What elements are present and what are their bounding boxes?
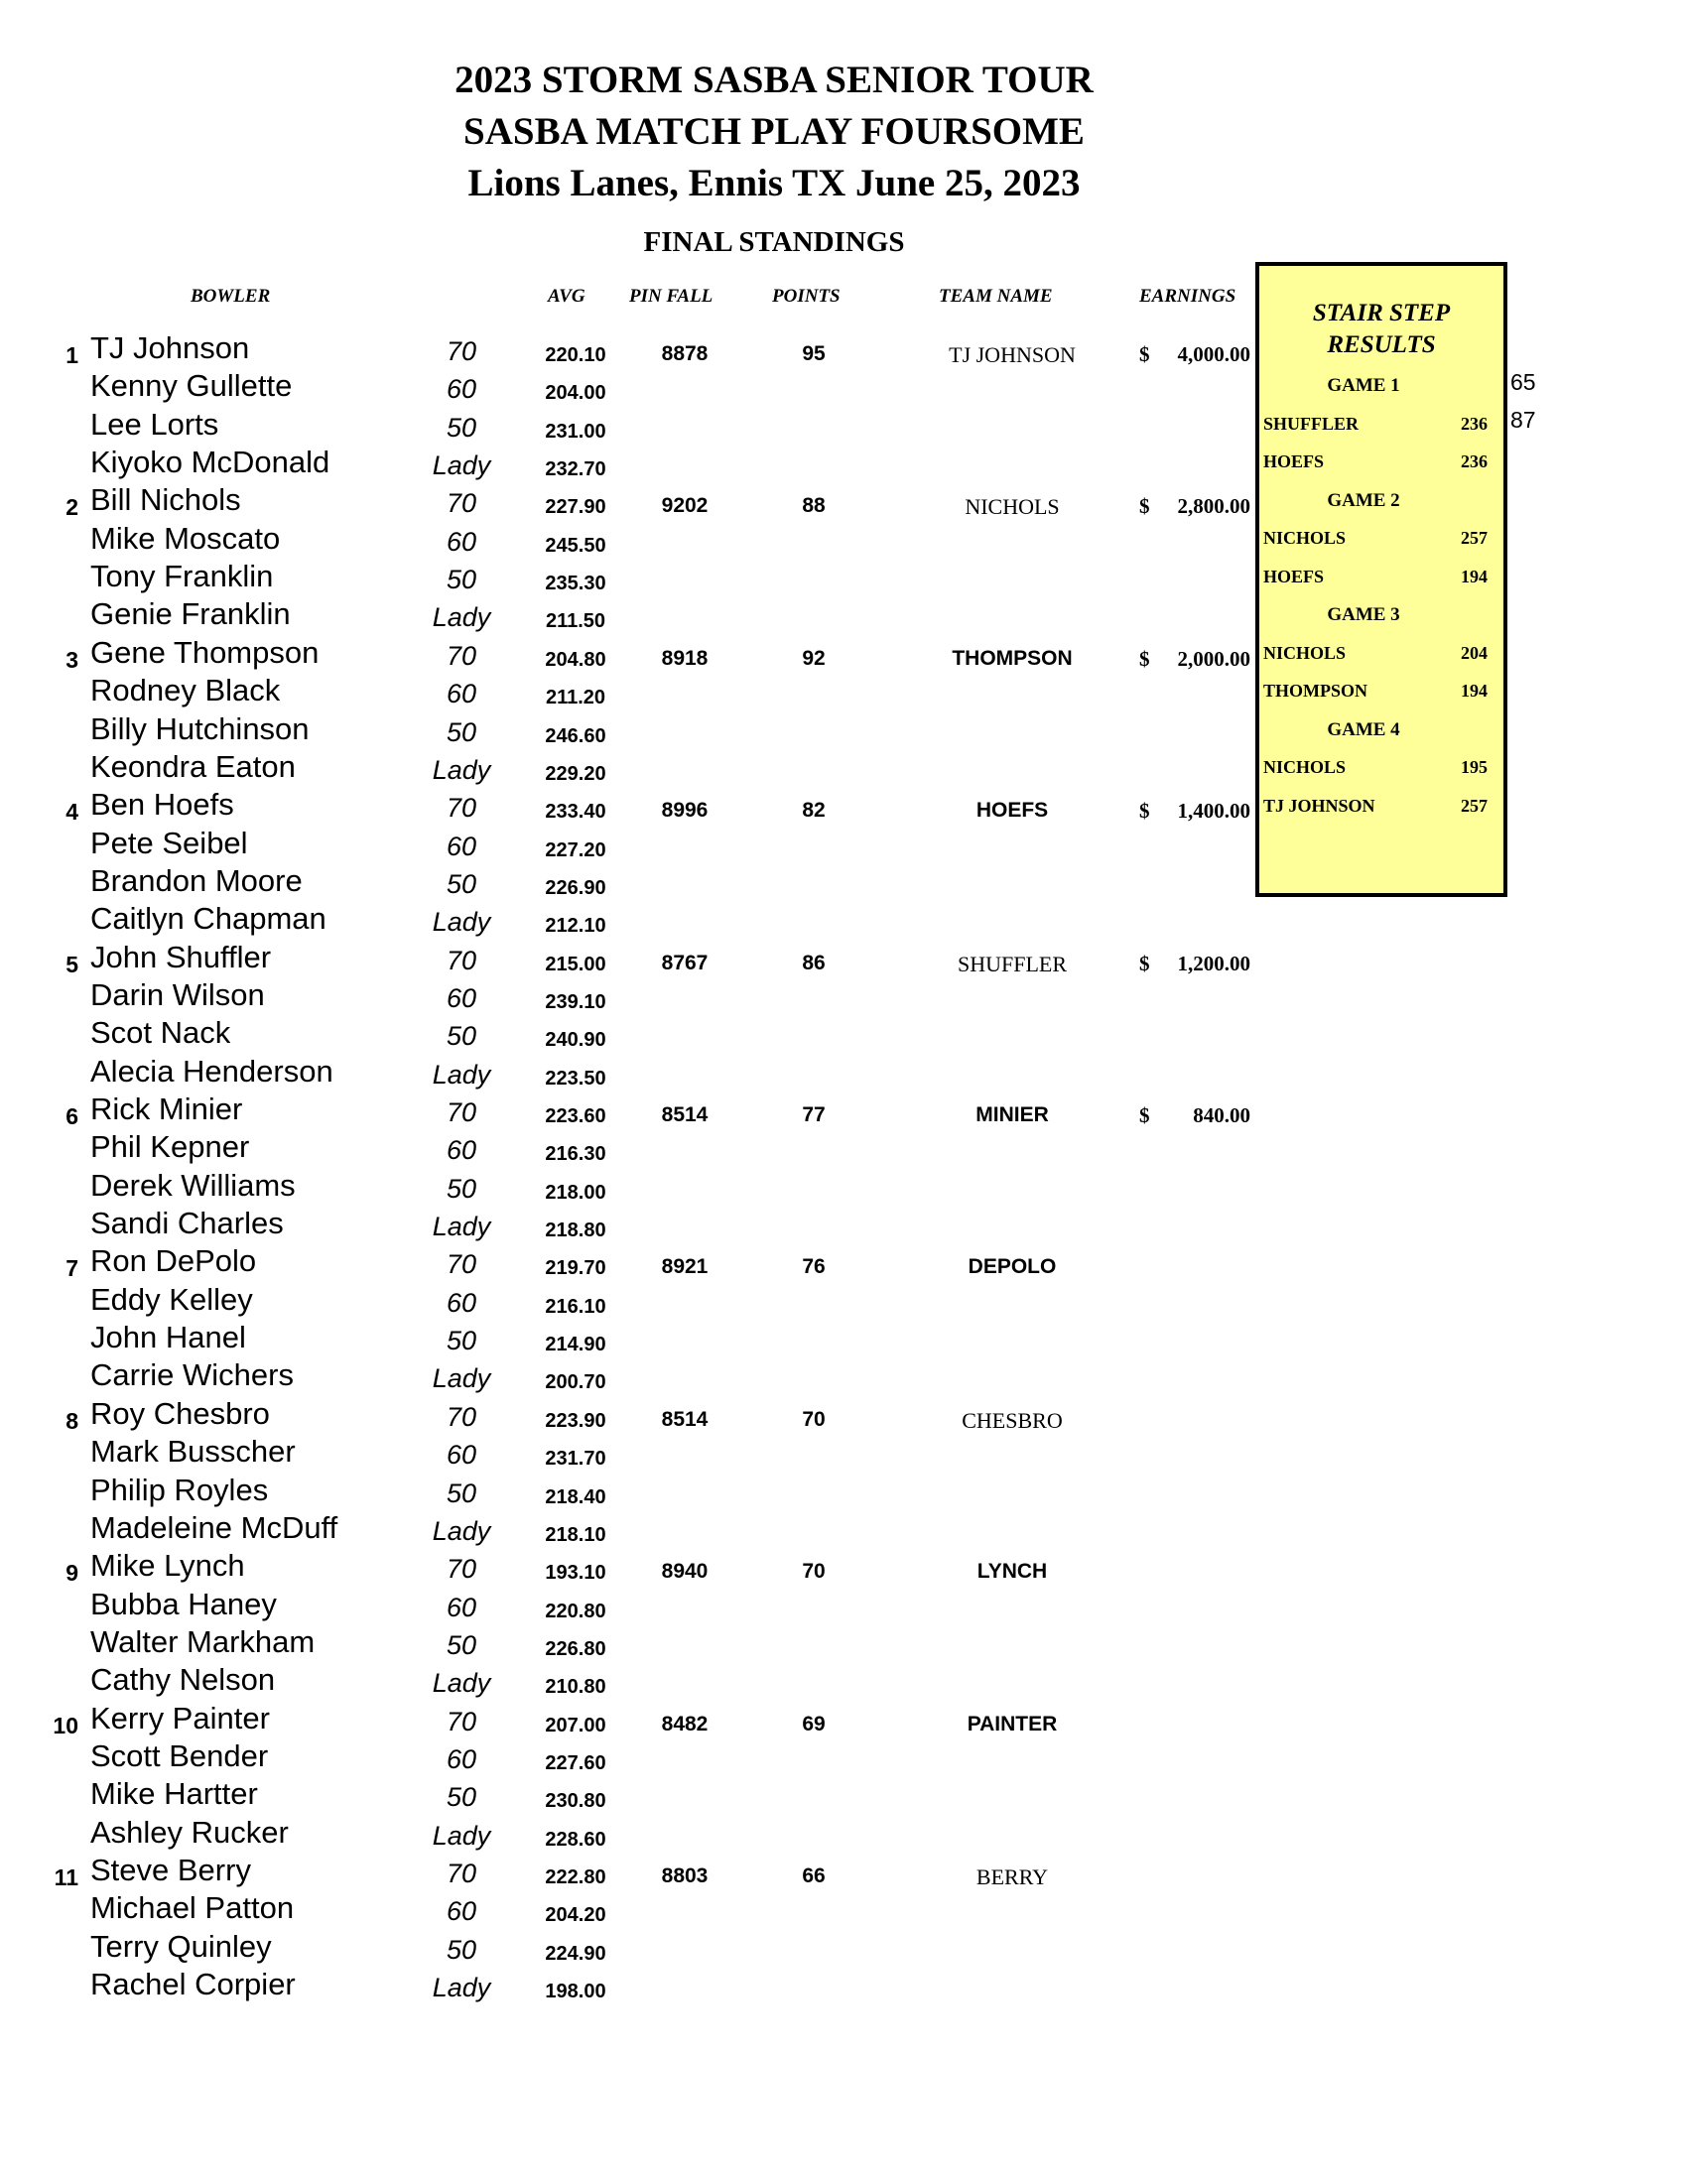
bowler-category: 60 bbox=[446, 527, 477, 557]
bowler-category: 50 bbox=[446, 869, 477, 899]
bowler-category: 50 bbox=[446, 717, 477, 747]
team-rank: 5 bbox=[65, 952, 78, 977]
pin-fall: 8514 bbox=[661, 1103, 709, 1126]
bowler-name: Michael Patton bbox=[90, 1890, 295, 1925]
bowler-avg: 223.50 bbox=[545, 1068, 606, 1090]
bowler-category: Lady bbox=[432, 1973, 491, 2002]
bowler-category: Lady bbox=[432, 755, 491, 785]
bowler-name: Darin Wilson bbox=[90, 977, 265, 1012]
bowler-category: 70 bbox=[446, 488, 477, 518]
bowler-category: 60 bbox=[446, 1896, 477, 1926]
bowler-name: Ron DePolo bbox=[90, 1243, 257, 1278]
team-name: PAINTER bbox=[967, 1713, 1058, 1735]
earnings-currency: $ bbox=[1139, 1103, 1150, 1127]
bowler-name: Philip Royles bbox=[90, 1473, 269, 1507]
bowler-category: 70 bbox=[446, 1707, 477, 1736]
bowler-name: Brandon Moore bbox=[90, 863, 303, 898]
bowler-name: Keondra Eaton bbox=[90, 749, 296, 784]
bowler-avg: 200.70 bbox=[545, 1371, 606, 1393]
bowler-avg: 207.00 bbox=[545, 1715, 606, 1736]
stair-step-team: NICHOLS bbox=[1263, 757, 1347, 777]
earnings bbox=[1139, 952, 1250, 976]
bowler-avg: 231.00 bbox=[545, 421, 606, 443]
bowler-name: TJ Johnson bbox=[90, 330, 250, 365]
stair-step-score: 257 bbox=[1461, 528, 1488, 548]
team-name: NICHOLS bbox=[965, 494, 1060, 519]
bowler-category: 50 bbox=[446, 1935, 477, 1965]
bowler-avg: 227.20 bbox=[545, 839, 606, 861]
stair-step-score: 257 bbox=[1461, 796, 1488, 816]
stray-value: 65 bbox=[1510, 369, 1536, 395]
bowler-name: Ashley Rucker bbox=[90, 1815, 289, 1850]
pin-fall: 8940 bbox=[661, 1560, 709, 1583]
bowler-category: 60 bbox=[446, 1440, 477, 1470]
earnings bbox=[1139, 1103, 1250, 1128]
bowler-category: 70 bbox=[446, 1554, 477, 1584]
final-standings-heading: FINAL STANDINGS bbox=[643, 226, 905, 258]
points: 92 bbox=[802, 647, 826, 670]
bowler-name: Derek Williams bbox=[90, 1168, 296, 1203]
bowler-category: 60 bbox=[446, 1288, 477, 1318]
header-team-name: TEAM NAME bbox=[939, 286, 1053, 307]
stair-step-game-label: GAME 1 bbox=[1327, 375, 1400, 396]
bowler-avg: 204.00 bbox=[545, 382, 606, 404]
bowler-name: Rodney Black bbox=[90, 673, 281, 707]
bowler-avg: 231.70 bbox=[545, 1448, 606, 1470]
team-name: THOMPSON bbox=[952, 647, 1073, 670]
pin-fall: 8878 bbox=[661, 342, 709, 365]
bowler-avg: 230.80 bbox=[545, 1790, 606, 1812]
bowler-category: Lady bbox=[432, 602, 491, 632]
bowler-name: Roy Chesbro bbox=[90, 1396, 270, 1431]
bowler-name: Terry Quinley bbox=[90, 1929, 272, 1964]
header-avg: AVG bbox=[548, 286, 585, 307]
bowler-name: Genie Franklin bbox=[90, 596, 291, 631]
stray-value: 87 bbox=[1510, 407, 1536, 433]
bowler-avg: 218.10 bbox=[545, 1524, 606, 1546]
bowler-avg: 232.70 bbox=[545, 458, 606, 480]
bowler-category: 60 bbox=[446, 1593, 477, 1622]
pin-fall: 8482 bbox=[661, 1713, 709, 1735]
title-line-2: SASBA MATCH PLAY FOURSOME bbox=[463, 110, 1085, 153]
earnings-currency: $ bbox=[1139, 799, 1150, 823]
bowler-avg: 240.90 bbox=[545, 1029, 606, 1051]
bowler-category: 50 bbox=[446, 1478, 477, 1508]
bowler-name: Bill Nichols bbox=[90, 482, 241, 517]
stair-step-game-label: GAME 3 bbox=[1327, 604, 1400, 625]
bowler-name: Mark Busscher bbox=[90, 1434, 296, 1469]
bowler-name: Madeleine McDuff bbox=[90, 1510, 338, 1545]
bowler-category: Lady bbox=[432, 1516, 491, 1546]
earnings-amount: 840.00 bbox=[1193, 1103, 1250, 1127]
bowler-avg: 222.80 bbox=[545, 1866, 606, 1888]
bowler-name: Pete Seibel bbox=[90, 826, 248, 860]
points: 76 bbox=[802, 1255, 826, 1278]
bowler-avg: 220.10 bbox=[545, 344, 606, 366]
bowler-name: Kiyoko McDonald bbox=[90, 445, 330, 479]
stair-step-team: SHUFFLER bbox=[1263, 414, 1360, 434]
team-rank: 9 bbox=[65, 1560, 78, 1586]
bowler-category: 60 bbox=[446, 374, 477, 404]
bowler-avg: 220.80 bbox=[545, 1601, 606, 1622]
bowler-name: Caitlyn Chapman bbox=[90, 901, 326, 936]
points: 77 bbox=[802, 1103, 826, 1126]
bowler-name: Walter Markham bbox=[90, 1624, 316, 1659]
bowler-name: Lee Lorts bbox=[90, 407, 219, 442]
pin-fall: 8996 bbox=[661, 799, 709, 822]
bowler-category: Lady bbox=[432, 1212, 491, 1241]
bowler-name: Eddy Kelley bbox=[90, 1282, 253, 1317]
team-name: DEPOLO bbox=[968, 1255, 1057, 1278]
bowler-avg: 204.80 bbox=[545, 649, 606, 671]
pin-fall: 8767 bbox=[661, 952, 709, 974]
stair-step-score: 236 bbox=[1461, 451, 1488, 471]
points: 66 bbox=[802, 1864, 826, 1887]
team-name: LYNCH bbox=[976, 1560, 1048, 1583]
bowler-avg: 214.90 bbox=[545, 1334, 606, 1355]
bowler-avg: 224.90 bbox=[545, 1943, 606, 1965]
stair-step-team: HOEFS bbox=[1263, 451, 1325, 471]
stair-step-score: 195 bbox=[1461, 757, 1488, 777]
header-pin-fall: PIN FALL bbox=[629, 286, 714, 307]
bowler-avg: 223.90 bbox=[545, 1410, 606, 1432]
points: 70 bbox=[802, 1408, 826, 1431]
earnings-amount: 1,400.00 bbox=[1177, 799, 1250, 823]
earnings bbox=[1139, 799, 1250, 824]
bowler-name: John Hanel bbox=[90, 1320, 246, 1354]
bowler-category: 50 bbox=[446, 1630, 477, 1660]
stair-step-team: NICHOLS bbox=[1263, 528, 1347, 548]
pin-fall: 8803 bbox=[661, 1864, 709, 1887]
bowler-avg: 226.80 bbox=[545, 1638, 606, 1660]
bowler-avg: 218.00 bbox=[545, 1182, 606, 1204]
bowler-category: 50 bbox=[446, 1326, 477, 1355]
bowler-avg: 211.50 bbox=[545, 610, 606, 632]
bowler-name: Kenny Gullette bbox=[90, 368, 293, 403]
bowler-avg: 212.10 bbox=[545, 915, 606, 937]
bowler-avg: 228.60 bbox=[545, 1829, 606, 1851]
bowler-category: 70 bbox=[446, 1859, 477, 1888]
bowler-avg: 239.10 bbox=[545, 991, 606, 1013]
bowler-avg: 226.90 bbox=[545, 877, 606, 899]
team-rank: 7 bbox=[65, 1255, 78, 1281]
bowler-category: 60 bbox=[446, 1744, 477, 1774]
stair-step-team: HOEFS bbox=[1263, 567, 1325, 586]
points: 95 bbox=[802, 342, 826, 365]
team-rank: 3 bbox=[65, 647, 78, 673]
bowler-category: 50 bbox=[446, 413, 477, 443]
bowler-category: 70 bbox=[446, 1097, 477, 1127]
title-line-1: 2023 STORM SASBA SENIOR TOUR bbox=[454, 59, 1094, 101]
bowler-avg: 218.40 bbox=[545, 1486, 606, 1508]
earnings-amount: 2,000.00 bbox=[1177, 647, 1250, 671]
bowler-category: Lady bbox=[432, 1060, 491, 1090]
bowler-name: Carrie Wichers bbox=[90, 1357, 294, 1392]
bowler-name: Mike Moscato bbox=[90, 521, 281, 556]
bowler-category: 70 bbox=[446, 946, 477, 975]
bowler-name: Scot Nack bbox=[90, 1015, 231, 1050]
bowler-category: 70 bbox=[446, 1249, 477, 1279]
team-rank: 2 bbox=[65, 494, 78, 520]
bowler-name: Kerry Painter bbox=[90, 1701, 270, 1735]
bowler-name: Bubba Haney bbox=[90, 1587, 277, 1621]
earnings bbox=[1139, 342, 1250, 367]
title-line-3: Lions Lanes, Ennis TX June 25, 2023 bbox=[467, 162, 1081, 204]
team-rank: 1 bbox=[65, 342, 78, 368]
bowler-avg: 198.00 bbox=[545, 1981, 606, 2002]
bowler-name: Mike Lynch bbox=[90, 1548, 245, 1583]
bowler-avg: 219.70 bbox=[545, 1257, 606, 1279]
bowler-avg: 246.60 bbox=[545, 725, 606, 747]
bowler-name: Scott Bender bbox=[90, 1738, 269, 1773]
bowler-avg: 245.50 bbox=[545, 535, 606, 557]
bowler-category: 50 bbox=[446, 1021, 477, 1051]
stair-step-title-line-1: STAIR STEP bbox=[1312, 300, 1451, 326]
bowler-name: Rick Minier bbox=[90, 1092, 243, 1126]
stair-step-score: 194 bbox=[1461, 567, 1488, 586]
bowler-name: Cathy Nelson bbox=[90, 1662, 276, 1697]
bowler-avg: 211.20 bbox=[545, 687, 606, 708]
bowler-name: Phil Kepner bbox=[90, 1129, 250, 1164]
earnings-currency: $ bbox=[1139, 494, 1150, 518]
bowler-category: 60 bbox=[446, 983, 477, 1013]
bowler-avg: 233.40 bbox=[545, 801, 606, 823]
earnings-currency: $ bbox=[1139, 952, 1150, 975]
header-points: POINTS bbox=[772, 286, 841, 307]
bowler-category: 60 bbox=[446, 1135, 477, 1165]
bowler-avg: 227.60 bbox=[545, 1752, 606, 1774]
bowler-name: Tony Franklin bbox=[90, 559, 274, 593]
stair-step-score: 236 bbox=[1461, 414, 1488, 434]
bowler-category: 70 bbox=[446, 641, 477, 671]
bowler-category: 60 bbox=[446, 832, 477, 861]
bowler-category: 70 bbox=[446, 1402, 477, 1432]
pin-fall: 9202 bbox=[661, 494, 709, 517]
bowler-avg: 227.90 bbox=[545, 496, 606, 518]
bowler-category: Lady bbox=[432, 1363, 491, 1393]
bowler-name: Billy Hutchinson bbox=[90, 711, 310, 746]
bowler-name: Ben Hoefs bbox=[90, 787, 234, 822]
bowler-name: Mike Hartter bbox=[90, 1776, 258, 1811]
team-rank: 8 bbox=[65, 1408, 78, 1434]
earnings bbox=[1139, 494, 1250, 519]
pin-fall: 8921 bbox=[661, 1255, 709, 1278]
bowler-category: 70 bbox=[446, 793, 477, 823]
bowler-avg: 229.20 bbox=[545, 763, 606, 785]
bowler-name: Rachel Corpier bbox=[90, 1967, 296, 2001]
team-name: TJ JOHNSON bbox=[949, 342, 1076, 367]
team-name: CHESBRO bbox=[962, 1408, 1063, 1433]
pin-fall: 8514 bbox=[661, 1408, 709, 1431]
earnings-amount: 4,000.00 bbox=[1177, 342, 1250, 366]
bowler-category: 60 bbox=[446, 679, 477, 708]
team-name: SHUFFLER bbox=[957, 952, 1068, 976]
points: 88 bbox=[802, 494, 826, 517]
earnings-amount: 1,200.00 bbox=[1177, 952, 1250, 975]
team-rank: 11 bbox=[54, 1864, 78, 1890]
bowler-name: Gene Thompson bbox=[90, 635, 320, 670]
bowler-category: Lady bbox=[432, 1821, 491, 1851]
bowler-avg: 216.10 bbox=[545, 1296, 606, 1318]
stair-step-game-label: GAME 2 bbox=[1327, 490, 1400, 511]
pin-fall: 8918 bbox=[661, 647, 709, 670]
stair-step-team: TJ JOHNSON bbox=[1263, 796, 1375, 816]
bowler-name: Sandi Charles bbox=[90, 1206, 284, 1240]
bowler-name: Steve Berry bbox=[90, 1853, 251, 1887]
header-earnings: EARNINGS bbox=[1139, 286, 1236, 307]
bowler-avg: 210.80 bbox=[545, 1676, 606, 1698]
stair-step-results-box bbox=[1255, 262, 1507, 897]
stair-step-score: 204 bbox=[1461, 643, 1488, 663]
bowler-name: Alecia Henderson bbox=[90, 1054, 333, 1089]
stair-step-title-line-2: RESULTS bbox=[1327, 331, 1436, 358]
bowler-category: Lady bbox=[432, 450, 491, 480]
stair-step-game-label: GAME 4 bbox=[1327, 719, 1400, 740]
bowler-category: 70 bbox=[446, 336, 477, 366]
bowler-name: John Shuffler bbox=[90, 940, 272, 974]
bowler-category: Lady bbox=[432, 907, 491, 937]
earnings-currency: $ bbox=[1139, 342, 1150, 366]
stair-step-score: 194 bbox=[1461, 681, 1488, 701]
earnings bbox=[1139, 647, 1250, 672]
points: 86 bbox=[802, 952, 826, 974]
bowler-avg: 193.10 bbox=[545, 1562, 606, 1584]
points: 69 bbox=[802, 1713, 826, 1735]
team-rank: 10 bbox=[53, 1713, 78, 1738]
bowler-category: 50 bbox=[446, 1782, 477, 1812]
bowler-avg: 216.30 bbox=[545, 1143, 606, 1165]
earnings-currency: $ bbox=[1139, 647, 1150, 671]
bowler-avg: 215.00 bbox=[545, 954, 606, 975]
points: 82 bbox=[802, 799, 826, 822]
bowler-category: Lady bbox=[432, 1668, 491, 1698]
bowler-avg: 223.60 bbox=[545, 1105, 606, 1127]
bowler-category: 50 bbox=[446, 565, 477, 594]
team-rank: 6 bbox=[65, 1103, 78, 1129]
bowler-avg: 204.20 bbox=[545, 1904, 606, 1926]
points: 70 bbox=[802, 1560, 826, 1583]
header-bowler: BOWLER bbox=[191, 286, 271, 307]
bowler-category: 50 bbox=[446, 1174, 477, 1204]
team-name: BERRY bbox=[975, 1864, 1049, 1889]
stair-step-team: THOMPSON bbox=[1263, 681, 1368, 701]
earnings-amount: 2,800.00 bbox=[1177, 494, 1250, 518]
team-name: HOEFS bbox=[975, 799, 1049, 822]
bowler-avg: 218.80 bbox=[545, 1220, 606, 1241]
team-name: MINIER bbox=[975, 1103, 1049, 1126]
bowler-avg: 235.30 bbox=[545, 573, 606, 594]
team-rank: 4 bbox=[65, 799, 78, 825]
stair-step-team: NICHOLS bbox=[1263, 643, 1347, 663]
